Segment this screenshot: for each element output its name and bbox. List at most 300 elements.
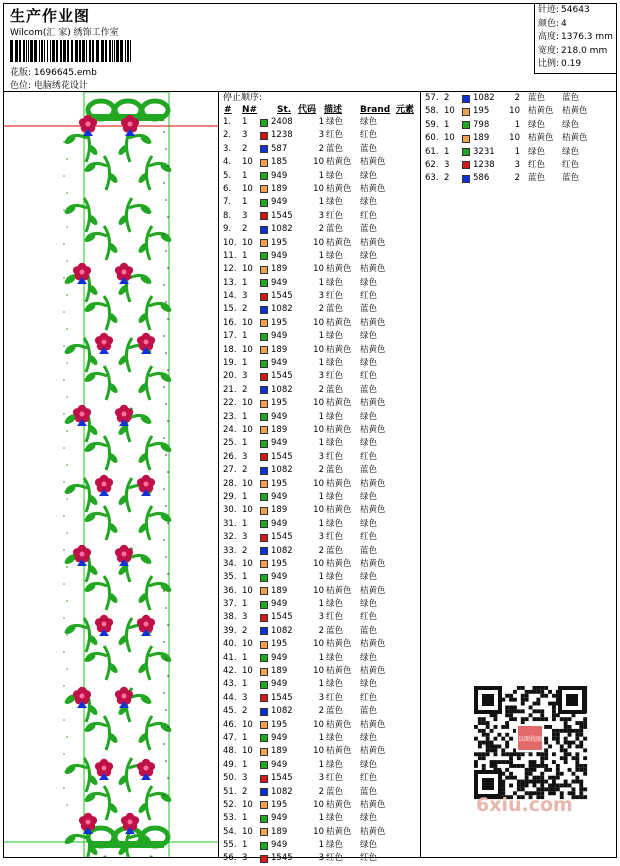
stop-brand: 红色: [360, 451, 378, 462]
stop-index: 51.: [223, 786, 237, 797]
stop-code: 10: [313, 505, 324, 516]
col-idx: #: [224, 105, 232, 115]
stop-index: 10.: [223, 237, 237, 248]
stop-index: 47.: [223, 732, 237, 743]
stitch-dot: [66, 736, 68, 738]
qr-module: [513, 690, 517, 694]
stop-index: 61.: [425, 146, 439, 157]
stop-stitches: 195: [271, 558, 288, 569]
stop-desc: 桔黄色: [326, 585, 352, 596]
stitch-dot: [163, 386, 165, 388]
stop-brand: 红色: [360, 773, 378, 784]
qr-module: [540, 752, 544, 756]
stop-code: 3: [318, 612, 324, 623]
stop-row: [422, 172, 616, 185]
stitch-dot: [63, 515, 65, 517]
color-swatch: [260, 761, 268, 769]
leaf-stem: [84, 478, 90, 512]
barcode-bar: [127, 40, 129, 62]
stop-code: 1: [318, 840, 324, 851]
stop-stitches: 949: [271, 170, 288, 181]
stop-index: 27.: [223, 465, 237, 476]
stop-stitches: 1545: [271, 532, 293, 543]
qr-module: [494, 745, 498, 749]
stitch-dot: [63, 209, 65, 211]
stop-index: 13.: [223, 277, 237, 288]
barcode-bar: [116, 40, 119, 62]
barcode-bar: [112, 40, 113, 62]
qr-module: [533, 784, 537, 788]
stop-index: 14.: [223, 291, 237, 302]
stop-index: 34.: [223, 558, 237, 569]
stop-desc: 绿色: [326, 572, 344, 583]
qr-module: [544, 748, 548, 752]
stop-needle: 3: [242, 210, 248, 221]
stop-stitches: 195: [271, 478, 288, 489]
leaf-stem: [146, 296, 152, 330]
qr-module: [556, 784, 560, 788]
qr-module: [540, 787, 544, 791]
color-swatch: [260, 400, 268, 408]
stop-row: [220, 705, 420, 718]
qr-module: [509, 764, 513, 768]
barcode-bar: [75, 40, 78, 62]
company-name: Wilcom(汇 家) 绣饰工作室: [10, 28, 119, 38]
stop-brand: 桔黄色: [360, 237, 386, 248]
leaf-stem: [146, 436, 152, 470]
stop-code: 1: [318, 331, 324, 342]
stop-stitches: 189: [271, 183, 288, 194]
qr-module: [583, 748, 587, 752]
stop-row: [220, 250, 420, 263]
stitch-dot: [167, 777, 169, 779]
stop-index: 19.: [223, 358, 237, 369]
stop-code: 10: [313, 237, 324, 248]
qr-module: [544, 756, 548, 760]
stitch-dot: [163, 641, 165, 643]
stop-brand: 蓝色: [562, 93, 580, 103]
qr-module: [568, 752, 572, 756]
leaf-stem: [146, 646, 152, 680]
stop-needle: 1: [242, 840, 248, 851]
qr-module: [575, 721, 579, 725]
stop-stitches: 189: [271, 264, 288, 275]
stitch-dot: [66, 702, 68, 704]
stop-brand: 红色: [360, 692, 378, 703]
stop-desc: 绿色: [326, 197, 344, 208]
stop-code: 1: [318, 491, 324, 502]
color-swatch: [260, 801, 268, 809]
qr-module: [572, 741, 576, 745]
qr-module: [482, 721, 486, 725]
stop-index: 54.: [223, 826, 237, 837]
qr-module: [521, 784, 525, 788]
stop-row: [220, 437, 420, 450]
stitch-dot: [63, 651, 65, 653]
qr-module: [505, 709, 509, 713]
qr-module: [478, 717, 482, 721]
stop-code: 2: [318, 786, 324, 797]
stitch-dot: [167, 522, 169, 524]
stop-stitches: 195: [271, 237, 288, 248]
color-swatch: [462, 148, 470, 156]
qr-module: [525, 784, 529, 788]
qr-module: [560, 748, 564, 752]
qr-module: [540, 717, 544, 721]
qr-module: [564, 725, 568, 729]
stop-desc: 绿色: [326, 518, 344, 529]
qr-module: [494, 748, 498, 752]
stop-row: [220, 116, 420, 129]
barcode-bar: [60, 40, 62, 62]
stop-code: 1: [514, 146, 520, 157]
stop-brand: 红色: [360, 130, 378, 141]
sheet-title: 生产作业图: [10, 7, 91, 25]
stitch-dot: [66, 260, 68, 262]
color-swatch: [260, 534, 268, 542]
barcode-bar: [30, 40, 33, 62]
barcode-bar: [86, 40, 87, 62]
stitch-dot: [63, 617, 65, 619]
stop-desc: 桔黄色: [326, 558, 352, 569]
stop-stitches: 1545: [271, 291, 293, 302]
qr-module: [501, 752, 505, 756]
qr-module: [505, 760, 509, 764]
barcode-bar: [71, 40, 73, 62]
stop-code: 1: [318, 572, 324, 583]
barcode-bar: [34, 40, 37, 62]
stop-index: 30.: [223, 505, 237, 516]
qr-module: [533, 717, 537, 721]
qr-module: [572, 729, 576, 733]
stop-code: 2: [514, 93, 520, 103]
qr-module: [536, 709, 540, 713]
qr-module: [540, 764, 544, 768]
stop-index: 17.: [223, 331, 237, 342]
qr-module: [505, 694, 509, 698]
qr-module: [536, 780, 540, 784]
stop-brand: 桔黄色: [360, 826, 386, 837]
stop-desc: 桔黄色: [326, 237, 352, 248]
qr-finder: [566, 694, 578, 706]
qr-module: [579, 787, 583, 791]
leaf-stem: [104, 156, 110, 190]
stop-row: [220, 156, 420, 169]
watermark: 6xiu.com: [476, 794, 573, 816]
stop-stitches: 1545: [271, 692, 293, 703]
stop-code: 3: [318, 291, 324, 302]
embroidery-design: [4, 92, 218, 857]
stitch-dot: [66, 430, 68, 432]
stop-row: [220, 558, 420, 571]
color-swatch: [462, 95, 470, 103]
stop-brand: 桔黄色: [360, 398, 386, 409]
stop-stitches: 949: [271, 599, 288, 610]
column-headers: [220, 104, 420, 116]
stop-needle: 2: [242, 304, 248, 315]
qr-module: [529, 772, 533, 776]
color-swatch: [260, 266, 268, 274]
qr-module: [552, 776, 556, 780]
stop-brand: 绿色: [562, 119, 580, 130]
stop-row: [220, 237, 420, 250]
stitch-dot: [163, 131, 165, 133]
qr-module: [536, 787, 540, 791]
stop-desc: 红色: [326, 612, 344, 623]
flower-center: [80, 270, 85, 275]
color-swatch: [462, 108, 470, 116]
stitch-dot: [167, 675, 169, 677]
qr-module: [494, 725, 498, 729]
stop-needle: 10: [242, 505, 253, 516]
color-swatch: [260, 426, 268, 434]
qr-module: [560, 772, 564, 776]
stop-row: [422, 119, 616, 132]
stitch-dot: [63, 345, 65, 347]
qr-finder: [482, 694, 494, 706]
qr-module: [509, 737, 513, 741]
qr-module: [552, 694, 556, 698]
stitch-dot: [167, 624, 169, 626]
stat-label: 高度:: [538, 32, 560, 42]
stop-stitches: 949: [271, 411, 288, 422]
color-swatch: [260, 252, 268, 260]
qr-module: [572, 780, 576, 784]
color-swatch: [260, 226, 268, 234]
stop-index: 4.: [223, 157, 232, 168]
qr-module: [556, 787, 560, 791]
stop-needle: 10: [444, 133, 455, 144]
stop-index: 25.: [223, 438, 237, 449]
color-swatch: [260, 654, 268, 662]
stop-needle: 1: [242, 197, 248, 208]
qr-module: [575, 737, 579, 741]
stop-stitches: 949: [271, 491, 288, 502]
stop-row: [220, 196, 420, 209]
qr-module: [513, 709, 517, 713]
stop-desc: 绿色: [326, 759, 344, 770]
stop-needle: 3: [444, 159, 450, 170]
stitch-dot: [66, 192, 68, 194]
color-swatch: [260, 239, 268, 247]
stop-brand: 蓝色: [562, 173, 580, 184]
stat-label: 比例:: [538, 59, 560, 69]
stop-stitches: 195: [271, 639, 288, 650]
stitch-dot: [165, 403, 167, 405]
stop-code: 3: [318, 371, 324, 382]
qr-module: [509, 698, 513, 702]
qr-module: [529, 768, 533, 772]
stop-index: 12.: [223, 264, 237, 275]
qr-module: [478, 721, 482, 725]
stop-row: [220, 451, 420, 464]
stop-brand: 桔黄色: [360, 264, 386, 275]
qr-module: [579, 784, 583, 788]
stop-index: 45.: [223, 706, 237, 717]
qr-module: [548, 784, 552, 788]
qr-code: [472, 684, 588, 800]
stop-row: [220, 263, 420, 276]
sequence-title: 停止顺序:: [223, 93, 263, 103]
stitch-dot: [63, 311, 65, 313]
qr-module: [564, 752, 568, 756]
qr-module: [572, 756, 576, 760]
stop-brand: 绿色: [360, 813, 378, 824]
flower-center: [122, 694, 127, 699]
stop-desc: 绿色: [326, 652, 344, 663]
stop-code: 10: [313, 424, 324, 435]
stop-code: 10: [313, 558, 324, 569]
stop-needle: 3: [242, 853, 248, 864]
flower-center: [80, 552, 85, 557]
stitch-dot: [66, 668, 68, 670]
stop-code: 3: [318, 853, 324, 864]
stop-code: 3: [514, 159, 520, 170]
stop-index: 31.: [223, 518, 237, 529]
flower-center: [144, 622, 149, 627]
qr-module: [552, 717, 556, 721]
qr-module: [509, 709, 513, 713]
barcode-bar: [52, 40, 55, 62]
barcode-bar: [41, 40, 43, 62]
qr-module: [486, 752, 490, 756]
stop-index: 22.: [223, 398, 237, 409]
leaf-stem: [146, 366, 152, 400]
leaf-stem: [84, 338, 90, 372]
stop-stitches: 949: [271, 358, 288, 369]
qr-module: [521, 686, 525, 690]
stop-desc: 桔黄色: [326, 398, 352, 409]
stop-code: 1: [318, 759, 324, 770]
qr-module: [505, 752, 509, 756]
flower-center: [80, 412, 85, 417]
qr-module: [482, 733, 486, 737]
stitch-dot: [63, 719, 65, 721]
color-swatch: [260, 855, 268, 863]
stop-index: 58.: [425, 106, 439, 117]
stop-brand: 蓝色: [360, 545, 378, 556]
qr-module: [533, 760, 537, 764]
qr-module: [552, 780, 556, 784]
stop-brand: 蓝色: [360, 786, 378, 797]
barcode-bar: [15, 40, 18, 62]
stop-stitches: 587: [271, 143, 288, 154]
leaf-stem: [84, 758, 90, 792]
stat-row: [535, 31, 617, 45]
stop-row: [422, 159, 616, 172]
qr-module: [486, 737, 490, 741]
stop-brand: 蓝色: [360, 224, 378, 235]
stop-row: [422, 132, 616, 145]
stop-code: 10: [313, 719, 324, 730]
stop-index: 52.: [223, 799, 237, 810]
qr-module: [529, 780, 533, 784]
qr-module: [544, 752, 548, 756]
qr-module: [575, 795, 579, 799]
stop-row: [422, 146, 616, 159]
col-element: 元素: [396, 105, 415, 115]
qr-module: [533, 686, 537, 690]
stitch-dot: [167, 420, 169, 422]
stop-row: [220, 290, 420, 303]
col-code: 代码: [298, 105, 317, 115]
stop-code: 10: [313, 746, 324, 757]
qr-module: [540, 709, 544, 713]
stop-code: 10: [313, 799, 324, 810]
qr-module: [540, 772, 544, 776]
file-name: 1696645.emb: [33, 68, 97, 78]
stop-needle: 3: [242, 692, 248, 703]
qr-module: [583, 717, 587, 721]
stop-index: 9.: [223, 224, 232, 235]
stat-row: [535, 45, 617, 59]
qr-module: [575, 752, 579, 756]
color-swatch: [260, 279, 268, 287]
stop-needle: 1: [242, 652, 248, 663]
color-swatch: [260, 132, 268, 140]
barcode-bar: [67, 40, 69, 62]
qr-module: [575, 733, 579, 737]
qr-module: [579, 764, 583, 768]
leaf-stem: [84, 618, 90, 652]
qr-module: [544, 725, 548, 729]
qr-module: [560, 729, 564, 733]
stop-needle: 1: [242, 170, 248, 181]
qr-module: [521, 780, 525, 784]
qr-module: [548, 745, 552, 749]
stitch-dot: [163, 335, 165, 337]
qr-module: [533, 702, 537, 706]
stop-needle: 1: [444, 119, 450, 130]
qr-module: [579, 721, 583, 725]
stop-code: 2: [318, 545, 324, 556]
stitch-dot: [165, 658, 167, 660]
stitch-dot: [66, 464, 68, 466]
stop-row: [220, 384, 420, 397]
leaf-stem: [146, 576, 152, 610]
stop-brand: 桔黄色: [360, 558, 386, 569]
stop-row: [220, 129, 420, 142]
stitch-dot: [167, 165, 169, 167]
stitch-dot: [167, 318, 169, 320]
flower-center: [102, 766, 107, 771]
stop-code: 1: [318, 197, 324, 208]
qr-module: [548, 768, 552, 772]
stop-desc: 绿色: [326, 813, 344, 824]
color-swatch: [260, 440, 268, 448]
barcode-bar: [92, 40, 94, 62]
stop-needle: 2: [444, 93, 450, 103]
stop-index: 32.: [223, 532, 237, 543]
qr-module: [529, 706, 533, 710]
stop-needle: 10: [242, 398, 253, 409]
stop-needle: 1: [242, 331, 248, 342]
qr-module: [490, 741, 494, 745]
stop-needle: 1: [242, 679, 248, 690]
col-desc: 描述: [324, 105, 343, 115]
qr-module: [564, 717, 568, 721]
qr-module: [575, 760, 579, 764]
stop-index: 6.: [223, 183, 232, 194]
qr-module: [536, 752, 540, 756]
stop-index: 24.: [223, 424, 237, 435]
qr-module: [525, 776, 529, 780]
stop-code: 2: [318, 224, 324, 235]
stop-stitches: 1082: [271, 706, 293, 717]
stitch-dot: [63, 549, 65, 551]
stop-code: 2: [318, 465, 324, 476]
flower-center: [144, 482, 149, 487]
